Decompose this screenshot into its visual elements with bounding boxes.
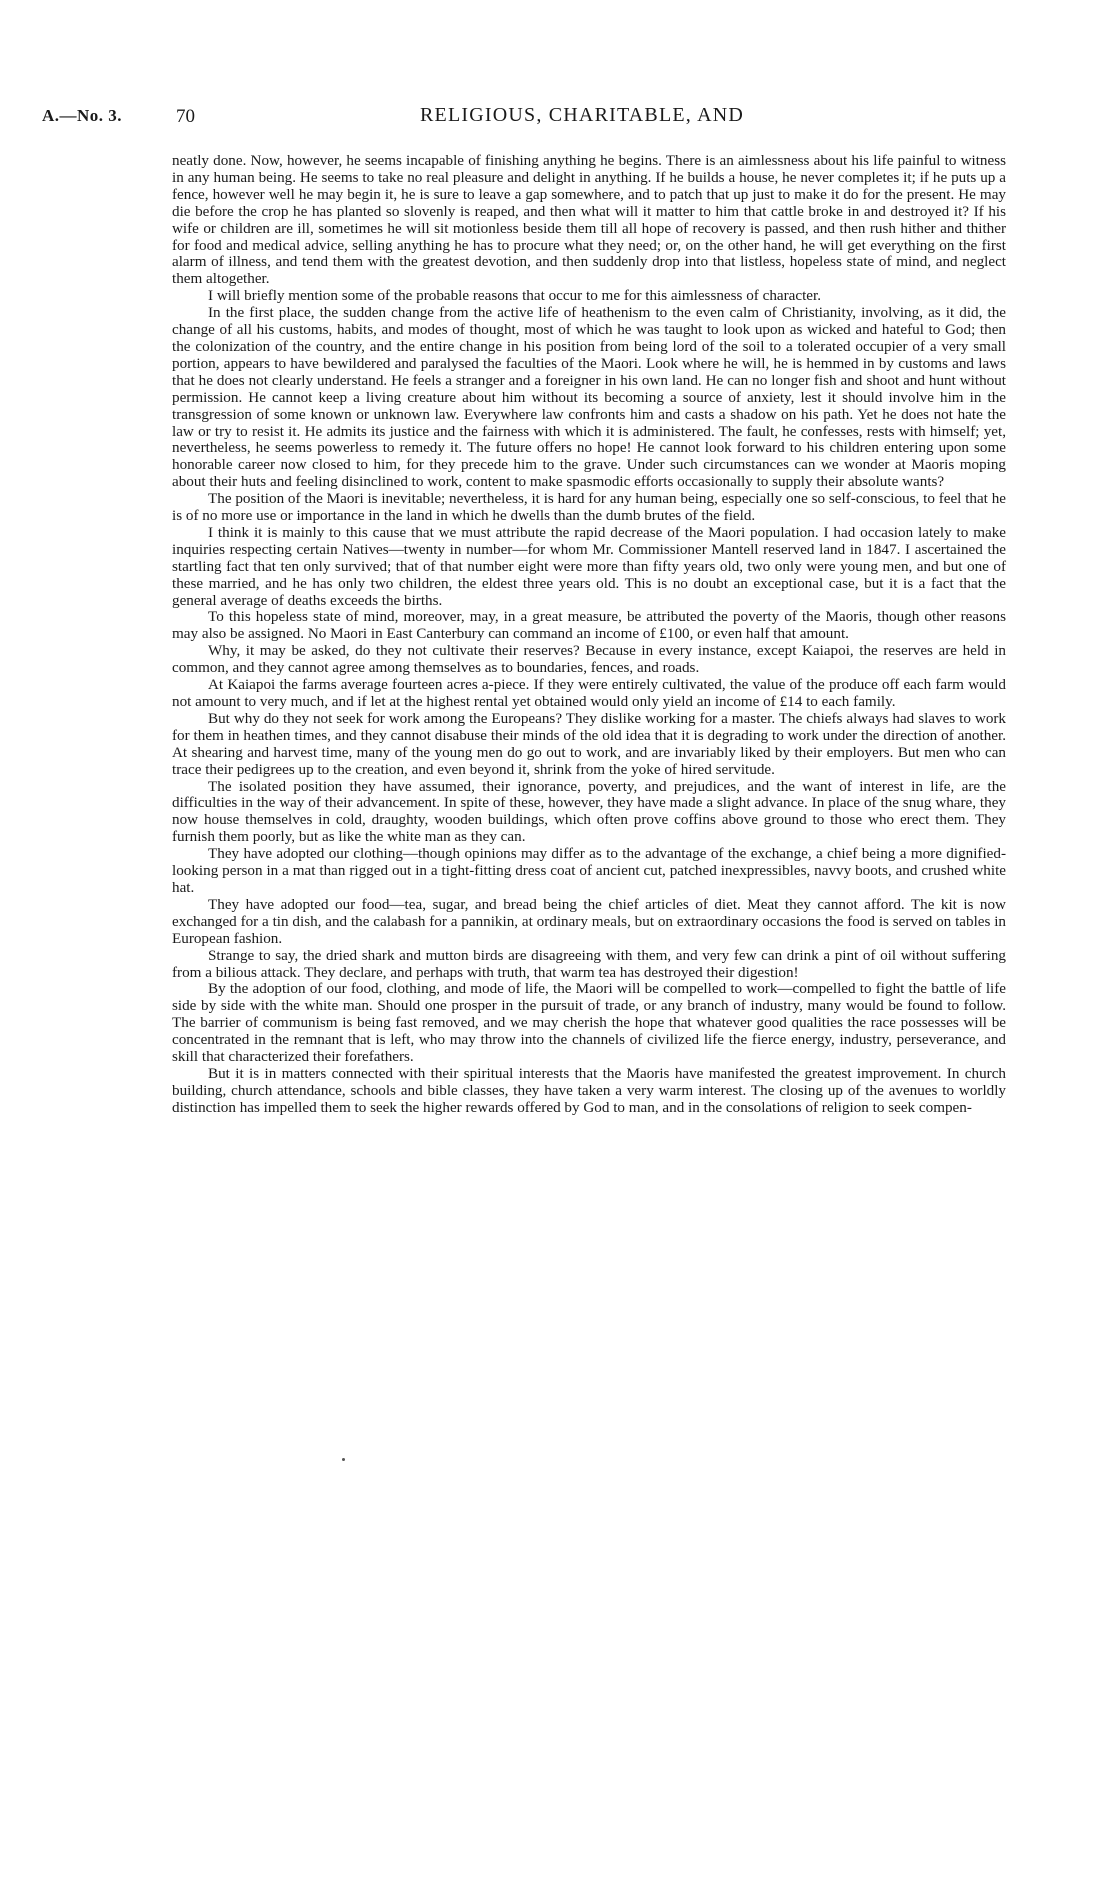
- paragraph-continuation: neatly done. Now, however, he seems incapable of finishing anything he begins. There is an aimlessness about his life painful to witness in any human being. He seems to take no real pleasure and delight in anything. If he builds a house, he never completes it; if he puts up a fence, however well he may begin it, he is sure to leave a gap somewhere, and to patch that up just to make it do for the present. He may die before the crop he has planted so slovenly is reaped, and then what will it matter to him that cattle broke in and destroyed it? If his wife or children are ill, sometimes he will sit motionless beside them till all hope of recovery is passed, and then rush hither and thither for food and medical advice, selling anything he has to procure what they need; or, on the other hand, he will get everything on the first alarm of illness, and tend them with the greatest devotion, and then suddenly drop into that listless, hopeless state of mind, and neglect them altogether.: [172, 152, 1006, 288]
- paragraph: In the first place, the sudden change from the active life of heathenism to the even calm of Christianity, involving, as it did, the change of all his customs, habits, and modes of thought, most of which he was taught to look upon as wicked and hateful to God; then the colonization of the country, and the entire change in his position from being lord of the soil to a tolerated occupier of a very small portion, appears to have bewildered and paralysed the faculties of the Maori. Look where he will, he is hemmed in by customs and laws that he does not clearly understand. He feels a stranger and a foreigner in his own land. He can no longer fish and shoot and hunt without permission. He cannot keep a living creature about him without its becoming a source of anxiety, lest it should involve him in the transgression of some known or unknown law. Everywhere law confronts him and casts a shadow on his path. Yet he does not hate the law or try to resist it. He admits its justice and the fairness with which it is administered. The fault, he confesses, rests with himself; yet, nevertheless, he seems powerless to remedy it. The future offers no hope! He cannot look forward to his children entering upon some honorable career now closed to him, for they precede him to the grave. Under such circumstances can we wonder at Maoris moping about their huts and feeling disinclined to work, content to make spasmodic efforts occasionally to supply their absolute wants?: [172, 304, 1006, 491]
- paragraph: They have adopted our clothing—though opinions may differ as to the advantage of the exchange, a chief being a more dignified-looking person in a mat than rigged out in a tight-fitting dress coat of ancient cut, patched inexpressibles, navvy boots, and crushed white hat.: [172, 845, 1006, 896]
- page-number: 70: [176, 106, 195, 127]
- paragraph: The isolated position they have assumed, their ignorance, poverty, and prejudices, and the want of interest in life, are the difficulties in the way of their advancement. In spite of these, however, they have made a slight advance. In place of the snug whare, they now house themselves in cold, draughty, wooden buildings, which often prove coffins above ground to those who erect them. They furnish them poorly, but as like the white man as they can.: [172, 777, 1006, 846]
- paragraph: Strange to say, the dried shark and mutton birds are disagreeing with them, and very few can drink a pint of oil without suffering from a bilious attack. They declare, and perhaps with truth, that warm tea has destroyed their digestion!: [172, 946, 1006, 981]
- body-text: [172, 153, 1006, 1117]
- paragraph: To this hopeless state of mind, moreover, may, in a great measure, be attributed the poverty of the Maoris, though other reasons may also be assigned. No Maori in East Canterbury can command an income of £100, or even half that amount.: [172, 608, 1006, 643]
- paragraph: They have adopted our food—tea, sugar, and bread being the chief articles of diet. Meat they cannot afford. The kit is now exchanged for a tin dish, and the calabash for a pannikin, at ordinary meals, but on extraordinary occasions the food is served on tables in European fashion.: [172, 895, 1006, 947]
- paragraph: But why do they not seek for work among the Europeans? They dislike working for a master. The chiefs always had slaves to work for them in heathen times, and they cannot disabuse their minds of the old idea that it is degrading to work under the direction of another. At shearing and harvest time, many of the young men do go out to work, and are invariably liked by their employers. But men who can trace their pedigrees up to the creation, and even beyond it, shrink from the yoke of hired servitude.: [172, 709, 1006, 778]
- paragraph: I think it is mainly to this cause that we must attribute the rapid decrease of the Maori population. I had occasion lately to make inquiries respecting certain Natives—twenty in number—for whom Mr. Commissioner Mantell reserved land in 1847. I ascertained the startling fact that ten only survived; that of that number eight were more than fifty years old, two only were young men, and but one of these married, and he has only two children, the eldest three years old. This is no doubt an exceptional case, but it is a fact that the general average of deaths exceeds the births.: [172, 523, 1006, 609]
- paragraph: But it is in matters connected with their spiritual interests that the Maoris have manifested the greatest improvement. In church building, church attendance, schools and bible classes, they have taken a very warm interest. The closing up of the avenues to worldly distinction has impelled them to seek the higher rewards offered by God to man, and in the consolations of religion to seek compen-: [172, 1064, 1006, 1116]
- page-header: [42, 106, 1074, 132]
- paragraph: I will briefly mention some of the probable reasons that occur to me for this aimlessness of character.: [208, 287, 822, 305]
- document-reference: A.—No. 3.: [42, 106, 123, 125]
- paragraph: Why, it may be asked, do they not cultivate their reserves? Because in every instance, except Kaiapoi, the reserves are held in common, and they cannot agree among themselves as to boundaries, fences, and roads.: [172, 642, 1006, 677]
- paragraph: The position of the Maori is inevitable; nevertheless, it is hard for any human being, especially one so self-conscious, to feel that he is of no more use or importance in the land in which he dwells than the dumb brutes of the field.: [172, 490, 1006, 525]
- running-title: RELIGIOUS, CHARITABLE, AND: [420, 104, 745, 126]
- print-speck: [342, 1458, 345, 1461]
- paragraph: At Kaiapoi the farms average fourteen acres a-piece. If they were entirely cultivated, the value of the produce off each farm would not amount to very much, and if let at the highest rental yet obtained would only yield an income of £14 to each family.: [172, 676, 1006, 710]
- paragraph: By the adoption of our food, clothing, and mode of life, the Maori will be compelled to work—compelled to fight the battle of life side by side with the white man. Should one prosper in the pursuit of trade, or any branch of industry, many would be found to follow. The barrier of communism is being fast removed, and we may cherish the hope that whatever good qualities the race possesses will be concentrated in the remnant that is left, who may throw into the channels of civilized life the fierce energy, industry, perseverance, and skill that characterized their forefathers.: [172, 980, 1006, 1066]
